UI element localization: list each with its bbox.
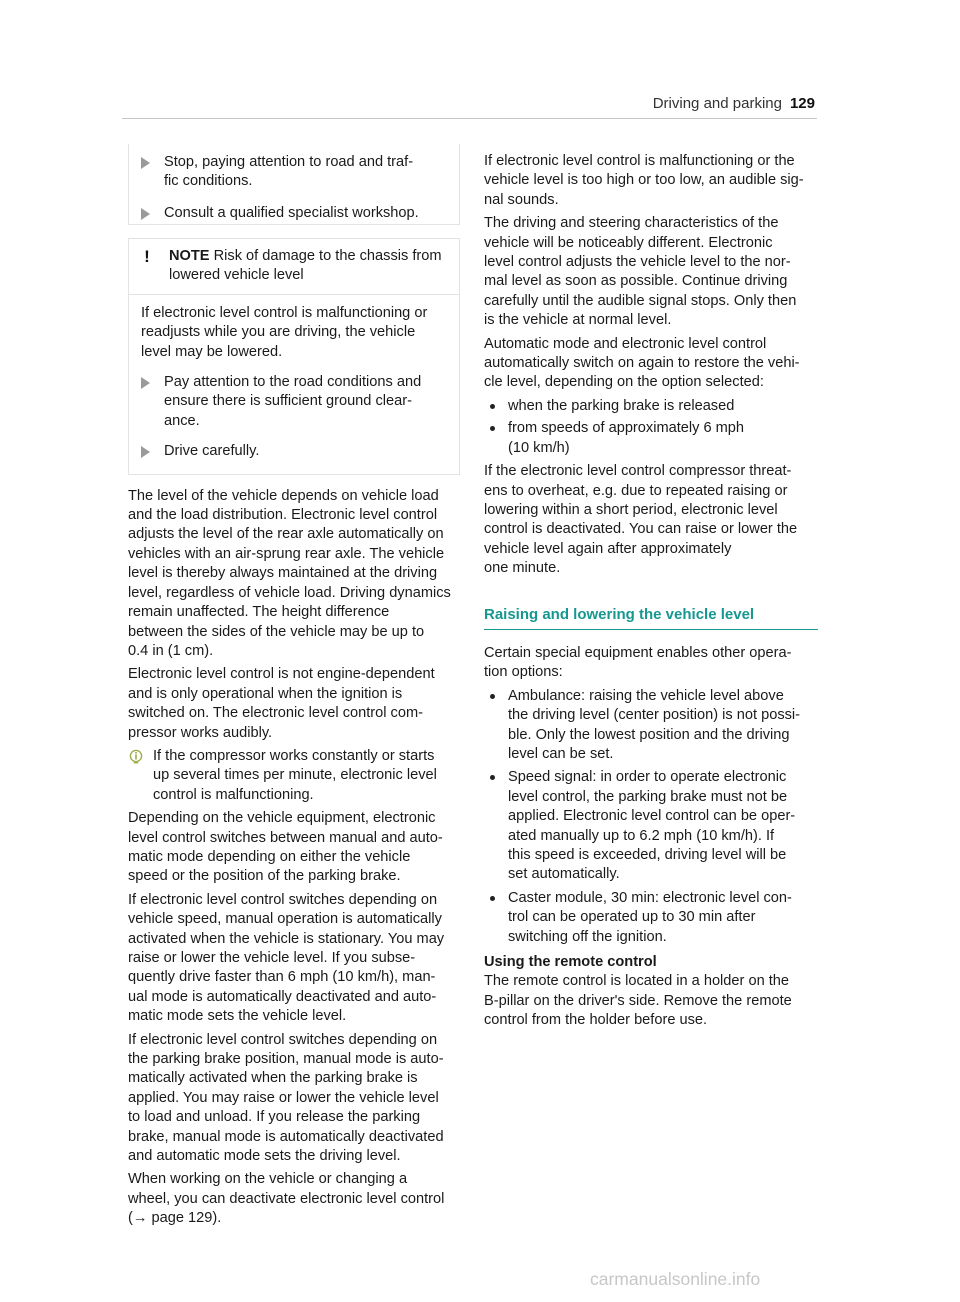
step-item xyxy=(141,442,447,461)
page-header xyxy=(600,94,815,113)
bullet-icon xyxy=(490,896,495,901)
paragraph: Certain special equipment enables other opera- tion options: xyxy=(484,644,792,681)
info-text: If the compressor works constantly or starts up several times per minute, electronic level control is malfunctioning. xyxy=(153,747,437,803)
step-arrow-icon xyxy=(141,377,150,389)
step-text: Drive carefully. xyxy=(164,443,260,460)
step-arrow-icon xyxy=(141,446,150,458)
paragraph: If electronic level control is malfunctioning or the vehicle level is too high or too low, an audible sig- nal sounds. xyxy=(484,153,804,208)
bullet-icon xyxy=(490,775,495,780)
list-item-text: Caster module, 30 min: electronic level con- trol can be operated up to 30 min after switching off the ignition. xyxy=(508,889,792,945)
paragraph: The level of the vehicle depends on vehicle load and the load distribution. Electronic level control adjusts the level of the rear axle automatically on vehicles with an air-sprung rear axle. The vehicle level is thereby always maintained at the driving level, regardless of vehicle load. Driving dynamics remain unaffected. The height difference between the sides of the vehicle may be up to 0.4 in (1 cm). xyxy=(128,487,451,659)
subheading: Using the remote control xyxy=(484,954,657,971)
step-arrow-icon xyxy=(141,157,150,169)
header-divider xyxy=(122,118,817,119)
paragraph: If the electronic level control compressor threat- ens to overheat, e.g. due to repeated raising or lowering within a short period, electronic level control is deactivated. You can raise or lower the vehicle level again after approximately one minute. xyxy=(484,463,798,577)
note-body xyxy=(129,295,459,474)
page-reference-paragraph[interactable]: When working on the vehicle or changing a wheel, you can deactivate electronic level control (→ page 129). xyxy=(128,1171,445,1227)
list-item-text: Speed signal: in order to operate electronic level control, the parking brake must not be applied. Electronic level control can be oper- ated manually up to 6.2 mph (10 km/h). If this speed is exceeded, driving level will be set automatically. xyxy=(508,769,796,883)
section-heading: Raising and lowering the vehicle level xyxy=(484,605,818,630)
list-item xyxy=(484,419,818,458)
paragraph: The driving and steering characteristics of the vehicle will be noticeably different. Electronic level control adjusts the vehicle level to the nor- mal level as soon as possible. Continue driving carefully until the audible signal stops. Only then is the vehicle at normal level. xyxy=(484,215,797,329)
step-text: Consult a qualified specialist workshop. xyxy=(164,204,419,221)
paragraph: If electronic level control switches depending on the parking brake position, manual mode is auto- matically activated when the parking brake is applied. You may raise or lower the vehicle level to load and unload. If you release the parking brake, manual mode is automatically deactivated and automatic mode sets the driving level. xyxy=(128,1031,444,1165)
step-item xyxy=(141,373,447,431)
paragraph: Depending on the vehicle equipment, electronic level control switches between manual and auto- matic mode depending on either the vehicle speed or the position of the parking brake. xyxy=(128,810,443,885)
note-title xyxy=(169,247,442,286)
page-number: 129 xyxy=(789,95,815,112)
list-item-text: when the parking brake is released xyxy=(508,397,735,414)
note-title-text: Risk of damage to the chassis from lowered vehicle level xyxy=(169,248,442,284)
list-item xyxy=(484,768,818,884)
step-item xyxy=(141,153,447,192)
list-item xyxy=(484,397,818,416)
list-item xyxy=(484,687,818,765)
left-column xyxy=(128,144,460,1229)
step-text: Pay attention to the road conditions and ensure there is sufficient ground clear- ance. xyxy=(164,374,422,429)
step-arrow-icon xyxy=(141,208,150,220)
note-text: If electronic level control is malfunctioning or readjusts while you are driving, the vehicle level may be lowered. xyxy=(141,304,428,360)
list-item-text: Ambulance: raising the vehicle level above the driving level (center position) is not possi- ble. Only the lowest position and the driving level can be set. xyxy=(508,687,801,762)
header-section-title: Driving and parking xyxy=(652,95,782,112)
note-box xyxy=(128,238,460,475)
list-item xyxy=(484,889,818,947)
step-text: Stop, paying attention to road and traf- fic conditions. xyxy=(164,154,414,190)
paragraph: If electronic level control switches depending on vehicle speed, manual operation is automatically activated when the vehicle is stationary. You may raise or lower the vehicle level. If you subse- quently drive faster than 6 mph (10 km/h), man- ual mode is automatically deactivated and auto- matic mode sets the vehicle level. xyxy=(128,891,445,1025)
list-item-text: from speeds of approximately 6 mph (10 km/h) xyxy=(508,420,745,456)
steps-box xyxy=(128,144,460,225)
bullet-list xyxy=(484,687,818,947)
bullet-icon xyxy=(490,694,495,699)
paragraph: Electronic level control is not engine-dependent and is only operational when the ignition is switched on. The electronic level control com- pressor works audibly. xyxy=(128,666,435,741)
bullet-icon xyxy=(490,404,495,409)
bullet-icon xyxy=(490,426,495,431)
note-label: NOTE xyxy=(169,248,210,264)
paragraph: The remote control is located in a holder on the B-pillar on the driver's side. Remove the remote control from the holder before use. xyxy=(484,973,792,1029)
right-column xyxy=(484,152,818,1031)
bullet-list xyxy=(484,397,818,458)
note-header xyxy=(129,239,459,295)
paragraph: Automatic mode and electronic level control automatically switch on again to restore the vehi- cle level, depending on the option selected: xyxy=(484,335,800,391)
lightbulb-icon xyxy=(128,749,144,765)
step-item xyxy=(141,204,447,223)
info-note xyxy=(128,747,460,805)
watermark: carmanualsonline.info xyxy=(590,1269,761,1289)
exclamation-icon: ! xyxy=(144,247,150,266)
